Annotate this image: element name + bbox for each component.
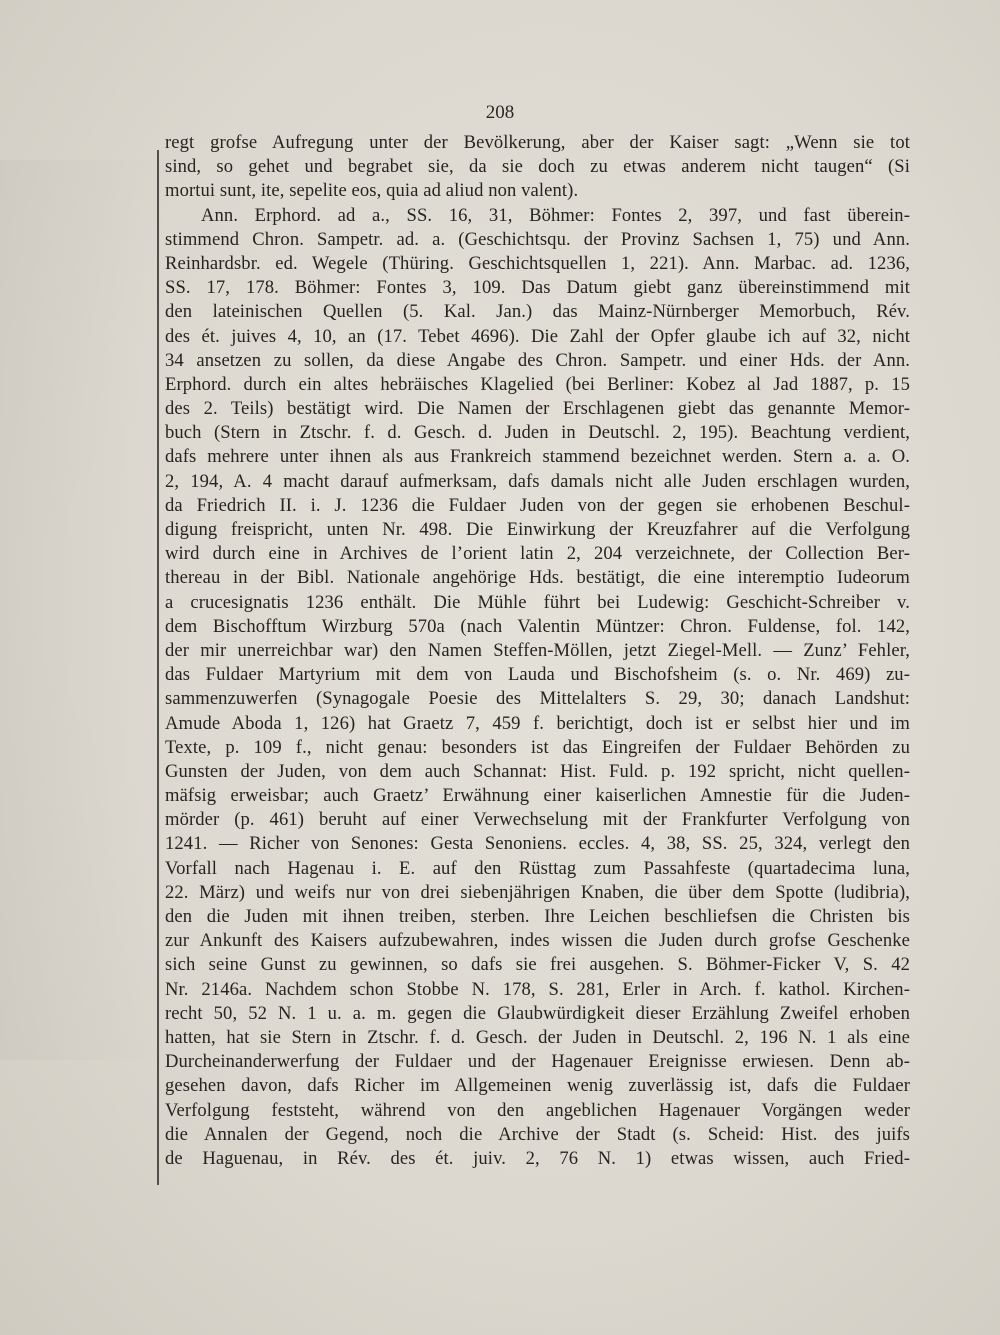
text-line: SS. 17, 178. Böhmer: Fontes 3, 109. Das Datum giebt ganz übereinstimmend mit xyxy=(165,277,910,299)
text-line: des ét. juives 4, 10, an (17. Tebet 4696). Die Zahl der Opfer glaube ich auf 32, nicht xyxy=(165,325,910,347)
text-line: recht 50, 52 N. 1 u. a. m. gegen die Glaubwürdigkeit dieser Erzählung Zweifel erhoben xyxy=(165,1002,910,1024)
text-line: Ann. Erphord. ad a., SS. 16, 31, Böhmer: Fontes 2, 397, und fast überein- xyxy=(201,204,910,226)
text-line: 34 ansetzen zu sollen, da diese Angabe des Chron. Sampetr. und einer Hds. der Ann. xyxy=(165,349,910,371)
text-line: sich seine Gunst zu gewinnen, so dafs sie frei ausgehen. S. Böhmer-Ficker V, S. 42 xyxy=(165,954,910,976)
text-line: das Fuldaer Martyrium mit dem von Lauda und Bischofsheim (s. o. Nr. 469) zu- xyxy=(165,664,910,686)
page-number: 208 xyxy=(485,102,515,123)
text-line: Amude Aboda 1, 126) hat Graetz 7, 459 f. berichtigt, doch ist er selbst hier und im xyxy=(165,712,910,734)
text-line: digung freispricht, unten Nr. 498. Die Einwirkung der Kreuzfahrer auf die Verfolgung xyxy=(165,519,910,540)
text-line: mörder (p. 461) beruht auf einer Verwechselung mit der Frankfurter Verfolgung von xyxy=(165,809,910,831)
margin-rule xyxy=(157,150,159,1185)
text-line: Texte, p. 109 f., nicht genau: besonders ist das Eingreifen der Fuldaer Behörden zu xyxy=(165,736,910,758)
page-shadow xyxy=(0,160,165,1060)
text-line: de Haguenau, in Rév. des ét. juiv. 2, 76 N. 1) etwas wissen, auch Fried- xyxy=(165,1147,910,1169)
text-line: regt grofse Aufregung unter der Bevölkerung, aber der Kaiser sagt: „Wenn sie tot xyxy=(165,132,910,153)
text-line: Gunsten der Juden, von dem auch Schannat: Hist. Fuld. p. 192 spricht, nicht quellen- xyxy=(165,760,910,782)
text-line: buch (Stern in Ztschr. f. d. Gesch. d. Juden in Deutschl. 2, 195). Beachtung verdient, xyxy=(165,422,910,444)
text-line: 22. März) und weifs nur von drei siebenjährigen Knaben, die über dem Spotte (ludibria), xyxy=(165,881,910,903)
text-line: Nr. 2146a. Nachdem schon Stobbe N. 178, S. 281, Erler in Arch. f. kathol. Kirchen- xyxy=(165,978,910,1000)
text-line: den lateinischen Quellen (5. Kal. Jan.) das Mainz-Nürnberger Memorbuch, Rév. xyxy=(165,301,910,323)
text-line: des 2. Teils) bestätigt wird. Die Namen der Erschlagenen giebt das genannte Memor- xyxy=(165,398,910,420)
text-line: 2, 194, A. 4 macht darauf aufmerksam, dafs damals nicht alle Juden erschlagen wurden, xyxy=(165,470,910,492)
text-line: a crucesignatis 1236 enthält. Die Mühle führt bei Ludewig: Geschicht-Schreiber v. xyxy=(165,591,910,613)
text-line: sind, so gehet und begrabet sie, da sie doch zu etwas anderem nicht taugen“ (Si xyxy=(165,156,910,178)
text-line: der mir unerreichbar war) den Namen Steffen-Möllen, jetzt Ziegel-Mell. — Zunz’ Fehler, xyxy=(165,639,910,661)
text-line: sammenzuwerfen (Synagogale Poesie des Mittelalters S. 29, 30; danach Landshut: xyxy=(165,688,910,710)
text-line: thereau in der Bibl. Nationale angehörige Hds. bestätigt, die eine interemptio Iudeorum xyxy=(165,567,910,589)
text-line: mortui sunt, ite, sepelite eos, quia ad aliud non valent). xyxy=(165,180,579,202)
text-line: Reinhardsbr. ed. Wegele (Thüring. Geschichtsquellen 1, 221). Ann. Marbac. ad. 1236, xyxy=(165,252,910,274)
text-line: Verfolgung feststeht, während von den angeblichen Hagenauer Vorgängen weder xyxy=(165,1099,910,1121)
text-line: gesehen davon, dafs Richer im Allgemeinen wenig zuverlässig ist, dafs die Fuldaer xyxy=(165,1075,910,1097)
text-line: zur Ankunft des Kaisers aufzubewahren, indes wissen die Juden durch grofse Geschenke xyxy=(165,930,910,952)
text-line: dem Bischofftum Wirzburg 570a (nach Valentin Müntzer: Chron. Fuldense, fol. 142, xyxy=(165,615,910,637)
text-line: hatten, hat sie Stern in Ztschr. f. d. Gesch. der Juden in Deutschl. 2, 196 N. 1 als eine xyxy=(165,1026,910,1048)
text-line: die Annalen der Gegend, noch die Archive der Stadt (s. Scheid: Hist. des juifs xyxy=(165,1123,910,1145)
text-line: den die Juden mit ihnen treiben, sterben. Ihre Leichen beschliefsen die Christen bis xyxy=(165,906,910,927)
footnote-text-block xyxy=(165,131,910,1171)
text-line: da Friedrich II. i. J. 1236 die Fuldaer Juden von der gegen sie erhobenen Beschul- xyxy=(165,494,910,516)
text-line: mäfsig erweisbar; auch Graetz’ Erwähnung einer kaiserlichen Amnestie für die Juden- xyxy=(165,785,910,807)
text-line: Vorfall nach Hagenau i. E. auf den Rüsttag zum Passahfeste (quartadecima luna, xyxy=(165,857,910,879)
text-line: Erphord. durch ein altes hebräisches Klagelied (bei Berliner: Kobez al Jad 1887, p. 15 xyxy=(165,373,910,395)
text-line: Durcheinanderwerfung der Fuldaer und der Hagenauer Ereignisse erwiesen. Denn ab- xyxy=(165,1051,910,1073)
text-line: dafs mehrere unter ihnen als aus Frankreich stammend bezeichnet werden. Stern a. a. O. xyxy=(165,446,910,468)
text-line: 1241. — Richer von Senones: Gesta Senoniens. eccles. 4, 38, SS. 25, 324, verlegt den xyxy=(165,833,910,855)
text-line: wird durch eine in Archives de l’orient latin 2, 204 verzeichnete, der Collection Ber- xyxy=(165,543,910,565)
text-line: stimmend Chron. Sampetr. ad. a. (Geschichtsqu. der Provinz Sachsen 1, 75) und Ann. xyxy=(165,228,910,250)
